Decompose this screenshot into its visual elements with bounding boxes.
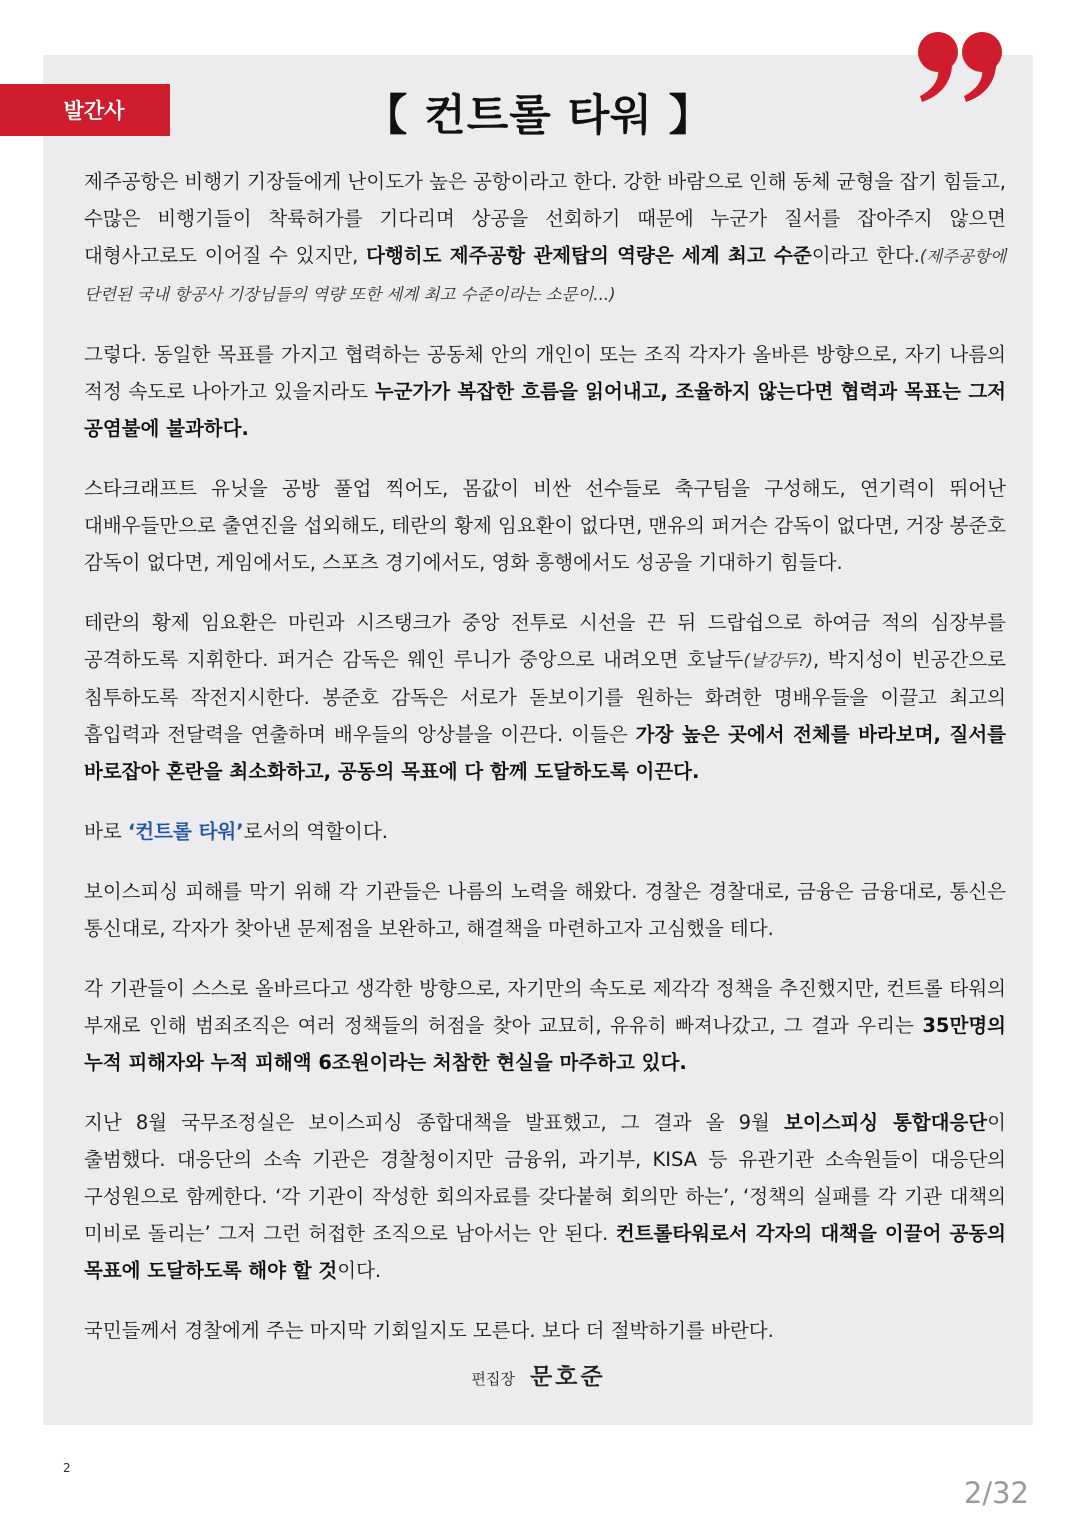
bold-text: 컨트롤타워로서 각자의 대책을 이끌어 공동의 목표에 도달하도록 해야 할 것 (84, 1222, 1006, 1282)
signature-name: 문호준 (529, 1364, 606, 1390)
paragraph-9: 국민들께서 경찰에게 주는 마지막 기회일지도 모른다. 보다 더 절박하기를 바란다. (84, 1319, 774, 1342)
text: 로서의 역할이다. (243, 820, 388, 843)
text: , 박지성이 빈공간으로 침투하도록 작전지시한다. 봉준호 감독은 서로가 돋보이기를 원하는 화려한 명배우들을 이끌고 최고의 흡입력과 전달력을 연출하며 배우들의 앙상블을 이끈다. 이들은 (84, 648, 1007, 746)
paragraph-7 (84, 970, 1006, 1081)
paragraph-8 (84, 1104, 1006, 1289)
section-tag: 발간사 (0, 84, 170, 136)
text: 바로 (84, 820, 128, 843)
page-number: 2 (63, 1461, 71, 1475)
text: 그렇다. 동일한 목표를 가지고 협력하는 공동체 안의 개인이 또는 조직 각자가 올바른 방향으로, 자기 나름의 적정 속도로 나아가고 있을지라도 (84, 343, 1006, 403)
highlight-text: ‘컨트롤 타워’ (127, 820, 244, 843)
text: 이라고 한다. (811, 244, 920, 267)
italic-note: (날강두?) (743, 651, 813, 670)
bold-text: 35만명의 누적 피해자와 누적 피해액 6조원이라는 처참한 현실을 마주하고 있다. (84, 1014, 1006, 1074)
bold-text: 가장 높은 곳에서 전체를 바라보며, 질서를 바로잡아 혼란을 최소화하고, 공동의 목표에 다 함께 도달하도록 이끈다. (84, 723, 1006, 783)
text: 각 기관들이 스스로 올바르다고 생각한 방향으로, 자기만의 속도로 제각각 정책을 추진했지만, 컨트롤 타워의 부재로 인해 범죄조직은 여러 정책들의 허점을 찾아 교묘히, 유유히 빠져나갔고, 그 결과 우리는 (84, 977, 1006, 1037)
bold-text: 다행히도 제주공항 관제탑의 역량은 세계 최고 수준 (366, 244, 812, 267)
paragraph-5 (84, 813, 1006, 850)
text: 제주공항은 비행기 기장들에게 난이도가 높은 공항이라고 한다. 강한 바람으로 인해 동체 균형을 잡기 힘들고, 수많은 비행기들이 착륙허가를 기다리며 상공을 선회하기 때문에 누군가 질서를 잡아주지 않으면 대형사고로도 이어질 수 있지만, (84, 170, 1006, 267)
page-counter: 2/32 (963, 1476, 1029, 1510)
paragraph-4 (84, 604, 1006, 790)
page-title: 【 컨트롤 타워 】 (364, 91, 713, 141)
text: 지난 8월 국무조정실은 보이스피싱 종합대책을 발표했고, 그 결과 올 9월 (84, 1111, 785, 1134)
paragraph-6: 보이스피싱 피해를 막기 위해 각 기관들은 나름의 노력을 해왔다. 경찰은 경찰대로, 금융은 금융대로, 통신은 통신대로, 각자가 찾아낸 문제점을 보완하고, 해결책을 마련하고자 고심했을 테다. (84, 880, 1006, 940)
article-body (84, 163, 1006, 1372)
paragraph-3: 스타크래프트 유닛을 공방 풀업 찍어도, 몸값이 비싼 선수들로 축구팀을 구성해도, 연기력이 뛰어난 대배우들만으로 출연진을 섭외해도, 테란의 황제 임요환이 없다면, 맨유의 퍼거슨 감독이 없다면, 거장 봉준호 감독이 없다면, 게임에서도, 스포츠 경기에서도, 영화 흥행에서도 성공을 기대하기 힘들다. (84, 477, 1006, 574)
bold-text: 보이스피싱 통합대응단 (784, 1111, 988, 1134)
text: 이다. (337, 1259, 382, 1282)
text: 이 출범했다. 대응단의 소속 기관은 경찰청이지만 금융위, 과기부, KISA 등 유관기관 소속원들이 대응단의 구성원으로 함께한다. ‘각 기관이 작성한 회의자료를 갖다붙혀 회의만 하는’, ‘정책의 실패를 각 기관 대책의 미비로 돌리는’ 그저 그런 허접한 조직으로 남아서는 안 된다. (84, 1111, 1006, 1245)
paragraph-2 (84, 336, 1006, 447)
signature (0, 1358, 1077, 1391)
bold-text: 누군가가 복잡한 흐름을 읽어내고, 조율하지 않는다면 협력과 목표는 그저 공염불에 불과하다. (84, 380, 1006, 440)
paragraph-1 (84, 163, 1006, 313)
italic-note: (제주공항에 단련된 국내 항공사 기장님들의 역량 또한 세계 최고 수준이라는 소문이...) (84, 247, 1007, 304)
signature-role: 편집장 (471, 1370, 515, 1388)
text: 테란의 황제 임요환은 마린과 시즈탱크가 중앙 전투로 시선을 끈 뒤 드랍쉽으로 하여금 적의 심장부를 공격하도록 지휘한다. 퍼거슨 감독은 웨인 루니가 중앙으로 내려오면 호날두 (84, 611, 1006, 671)
